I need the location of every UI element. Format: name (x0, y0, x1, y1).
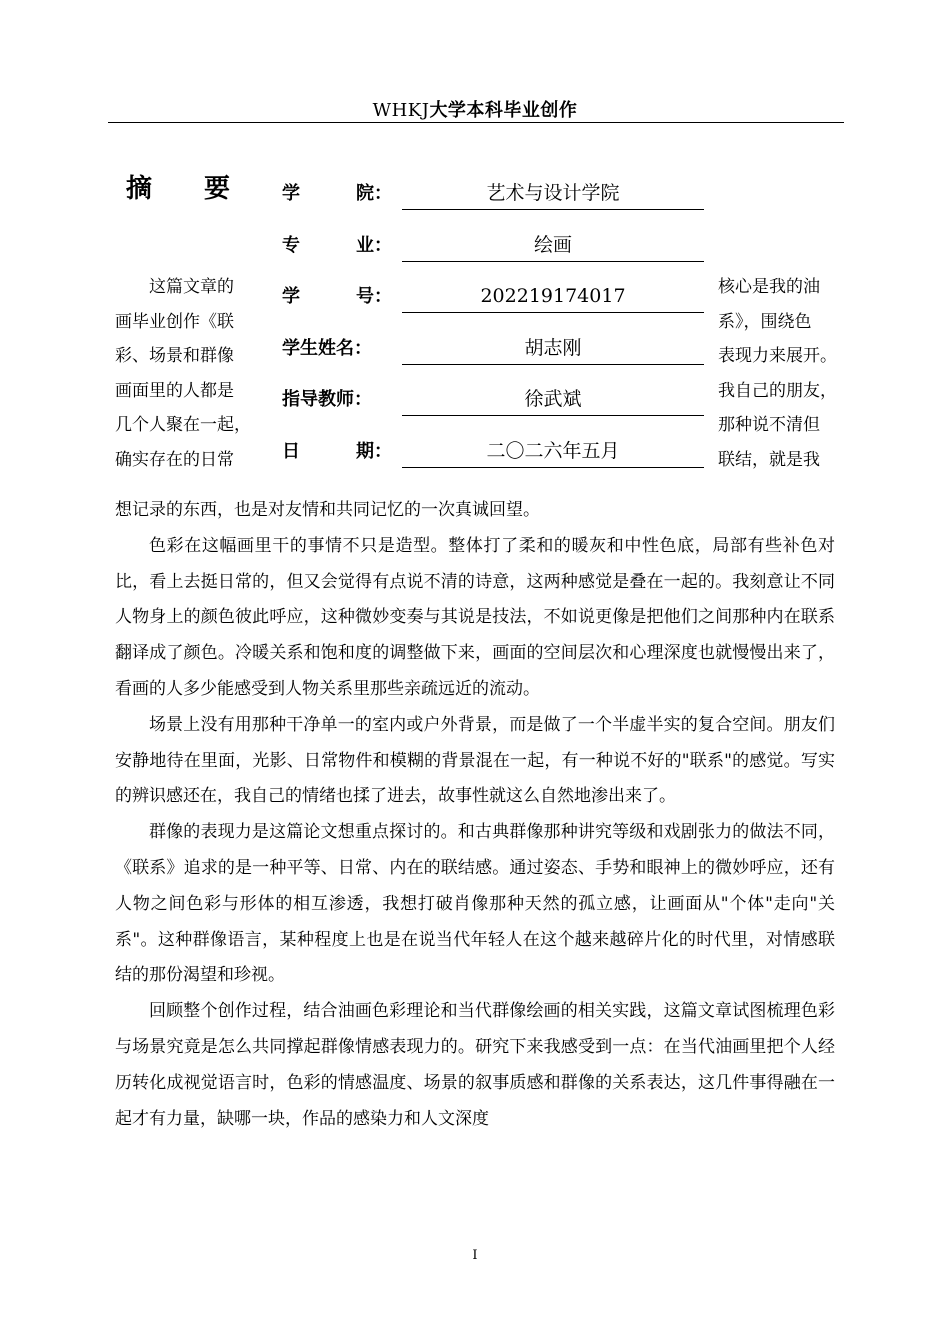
form-value: 徐武斌 (402, 381, 704, 416)
form-label (282, 231, 392, 257)
form-row (282, 227, 712, 267)
form-row (282, 330, 712, 370)
form-label (282, 334, 392, 360)
form-value: 202219174017 (402, 278, 704, 313)
column-line: 几个人聚在一起， (115, 415, 251, 435)
body-paragraph: 场景上没有用那种干净单一的室内或户外背景，而是做了一个半虚半实的复合空间。朋友们安静地待在里面，光影、日常物件和模糊的背景混在一起，有一种说不好的"联系"的感觉。写实的辨识感还在，我自己的情绪也揉了进去，故事性就这么自然地渗出来了。 (115, 714, 835, 807)
right-text-column (718, 270, 858, 477)
body-paragraph: 回顾整个创作过程，结合油画色彩理论和当代群像绘画的相关实践，这篇文章试图梳理色彩与场景究竟是怎么共同撑起群像情感表现力的。研究下来我感受到一点：在当代油画里把个人经历转化成视觉语言时，色彩的情感温度、场景的叙事质感和群像的关系表达，这几件事得融在一起才有力量，缺哪一块，作品的感染力和人文深度 (115, 1001, 835, 1129)
form-label-part: 期： (356, 440, 392, 462)
form-row (282, 381, 712, 421)
page-number: I (472, 1248, 478, 1263)
body-paragraph: 想记录的东西，也是对友情和共同记忆的一次真诚回望。 (115, 500, 540, 520)
column-line: 画面里的人都是 (115, 380, 234, 401)
column-line: 系》，围绕色 (718, 311, 812, 332)
column-line: 画毕业创作《联 (115, 311, 234, 332)
form-label-part: 指导教师： (282, 389, 372, 410)
form-row (282, 433, 712, 473)
abstract-body (115, 493, 835, 1137)
column-line: 这篇文章的 (115, 277, 234, 297)
body-paragraph: 色彩在这幅画里干的事情不只是造型。整体打了柔和的暖灰和中性色底，局部有些补色对比，看上去挺日常的，但又会觉得有点说不清的诗意，这两种感觉是叠在一起的。我刻意让不同人物身上的颜色彼此呼应，这种微妙变奏与其说是技法，不如说更像是把他们之间那种内在联系翻译成了颜色。冷暖关系和饱和度的调整做下来，画面的空间层次和心理深度也就慢慢出来了，看画的人多少能感受到人物关系里那些亲疏远近的流动。 (115, 535, 835, 699)
form-label (282, 179, 392, 205)
form-value: 绘画 (402, 227, 704, 262)
left-text-column (115, 270, 265, 477)
form-label (282, 437, 392, 463)
form-label-part: 业： (356, 234, 392, 256)
header-rule (108, 122, 844, 123)
column-line: 那种说不清但 (718, 415, 820, 435)
form-value: 艺术与设计学院 (402, 175, 704, 210)
form-row (282, 278, 712, 318)
form-row (282, 175, 712, 215)
form-label-part: 号： (356, 286, 392, 307)
header-prefix: WHKJ (372, 100, 430, 121)
form-value: 胡志刚 (402, 330, 704, 365)
form-label-part: 学 (282, 183, 300, 204)
page-header (0, 96, 950, 122)
abstract-title-char: 摘 (126, 174, 153, 204)
column-line: 表现力来展开。 (718, 346, 837, 366)
header-title: 大学本科毕业创作 (429, 100, 578, 121)
form-label (282, 282, 392, 308)
form-value: 二〇二六年五月 (402, 433, 704, 468)
column-line: 彩、场景和群像 (115, 346, 234, 366)
form-label-part: 院： (356, 183, 392, 204)
body-paragraph: 群像的表现力是这篇论文想重点探讨的。和古典群像那种讲究等级和戏剧张力的做法不同，《联系》追求的是一种平等、日常、内在的联结感。通过姿态、手势和眼神上的微妙呼应，还有人物之间色彩与形体的相互渗透，我想打破肖像那种天然的孤立感，让画面从"个体"走向"关系"。这种群像语言，某种程度上也是在说当代年轻人在这个越来越碎片化的时代里，对情感联结的那份渴望和珍视。 (115, 822, 835, 986)
form-label-part: 学 (282, 286, 300, 307)
abstract-title (126, 168, 230, 205)
form-label-part: 学生姓名： (282, 337, 372, 359)
column-line: 核心是我的油 (718, 277, 820, 297)
form-label-part: 日 (282, 440, 300, 462)
abstract-title-char: 要 (204, 174, 231, 204)
column-line: 我自己的朋友， (718, 380, 837, 401)
column-line: 联结，就是我 (718, 449, 820, 470)
form-label-part: 专 (282, 234, 300, 256)
column-line: 确实存在的日常 (115, 449, 234, 470)
form-label (282, 385, 392, 411)
